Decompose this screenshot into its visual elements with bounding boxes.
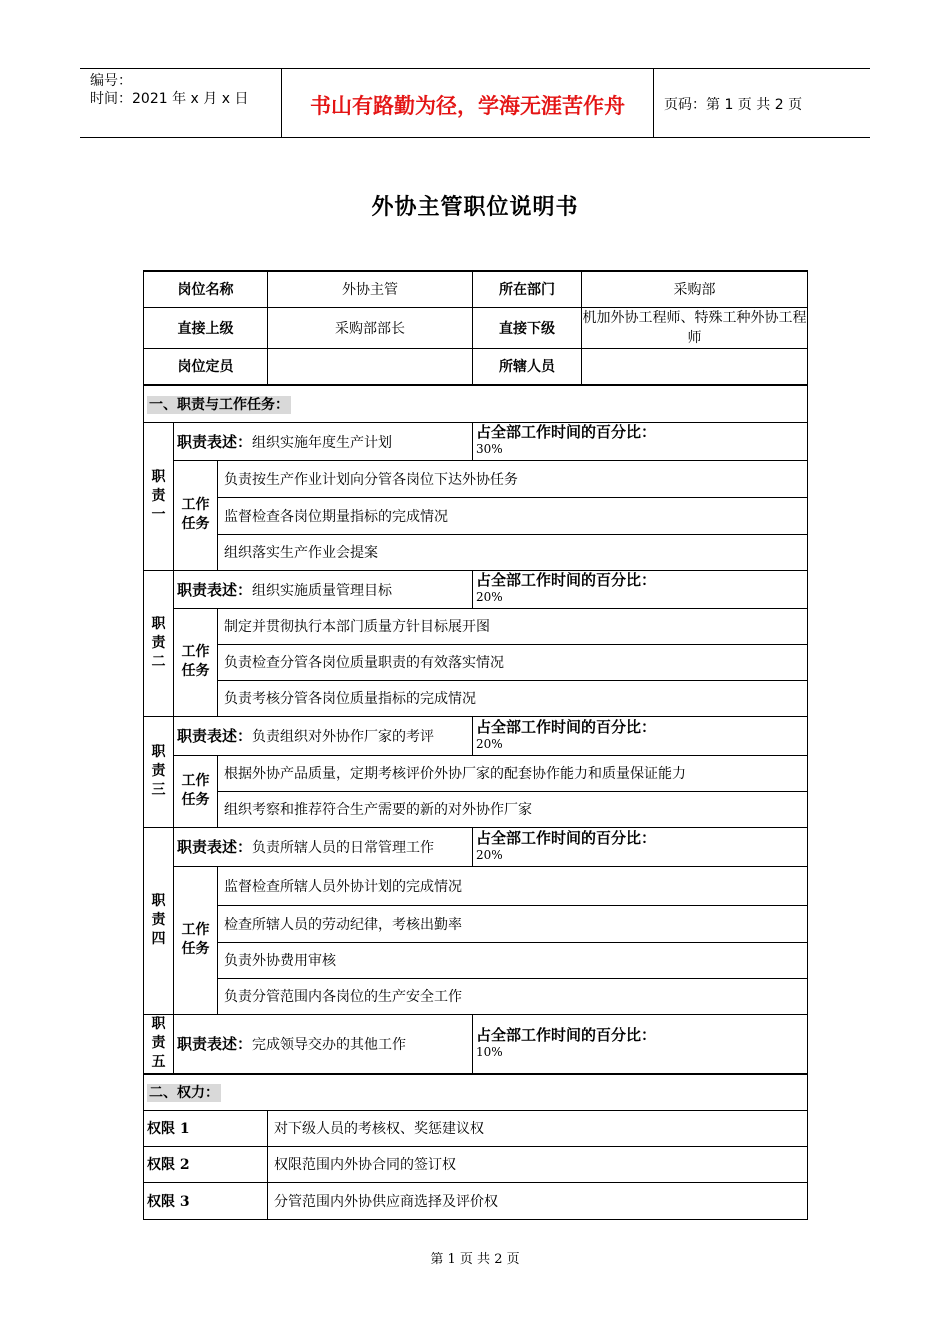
- position-name-value: 外协主管: [268, 271, 473, 307]
- duty-3-header: 职 责 三: [144, 716, 174, 827]
- section-authority-title: 二、权力：: [144, 1074, 808, 1110]
- duty-2-task-1: 制定并贯彻执行本部门质量方针目标展开图: [218, 608, 808, 644]
- duty-3-task-2: 组织考察和推荐符合生产需要的新的对外协作厂家: [218, 791, 808, 827]
- managed-staff-label: 所辖人员: [473, 348, 582, 385]
- superior-value: 采购部部长: [268, 307, 473, 348]
- document-title: 外协主管职位说明书: [371, 195, 579, 220]
- info-row: [144, 307, 808, 348]
- duty-2-statement: 职责表述：组织实施质量管理目标: [174, 570, 473, 608]
- duty-4-percentage: 占全部工作时间的百分比： 20%: [473, 827, 808, 866]
- duty-4-task-label: 工作 任务: [174, 866, 218, 1014]
- duty-4-task-3: 负责外协费用审核: [218, 942, 808, 978]
- job-description-table: [143, 270, 808, 1220]
- task-row: [144, 644, 808, 680]
- department-value: 采购部: [582, 271, 808, 307]
- task-row: [144, 978, 808, 1014]
- task-row: [144, 497, 808, 534]
- duty-5-header: 职 责 五: [144, 1014, 174, 1074]
- duty-4-task-1: 监督检查所辖人员外协计划的完成情况: [218, 866, 808, 905]
- duty-1-task-3: 组织落实生产作业会提案: [218, 534, 808, 570]
- authority-row: [144, 1146, 808, 1182]
- info-row: [144, 271, 808, 307]
- duty-1-task-label: 工作 任务: [174, 460, 218, 570]
- duty-3-statement: 职责表述：负责组织对外协作厂家的考评: [174, 716, 473, 755]
- duty-1-header: 职 责 一: [144, 422, 174, 570]
- duty-row: [144, 1014, 808, 1074]
- duty-row: [144, 570, 808, 608]
- section-duties-title: 一、职责与工作任务：: [144, 385, 808, 422]
- duty-2-percentage: 占全部工作时间的百分比： 20%: [473, 570, 808, 608]
- duty-2-header: 职 责 二: [144, 570, 174, 716]
- header-meta: [80, 69, 282, 137]
- duty-2-task-2: 负责检查分管各岗位质量职责的有效落实情况: [218, 644, 808, 680]
- headcount-label: 岗位定员: [144, 348, 268, 385]
- task-row: [144, 905, 808, 942]
- duty-1-percentage: 占全部工作时间的百分比： 30%: [473, 422, 808, 460]
- info-row: [144, 348, 808, 385]
- duty-4-task-4: 负责分管范围内各岗位的生产安全工作: [218, 978, 808, 1014]
- task-row: [144, 755, 808, 791]
- doc-number-label: 编号：: [90, 73, 132, 89]
- headcount-value: [268, 348, 473, 385]
- doc-time-label: 时间：2021 年 x 月 x 日: [90, 91, 249, 107]
- duty-3-task-label: 工作 任务: [174, 755, 218, 827]
- duty-5-percentage: 占全部工作时间的百分比： 10%: [473, 1014, 808, 1074]
- duty-4-statement: 职责表述：负责所辖人员的日常管理工作: [174, 827, 473, 866]
- authority-1-label: 权限 1: [144, 1110, 268, 1146]
- page-header: [80, 68, 870, 138]
- authority-3-label: 权限 3: [144, 1182, 268, 1219]
- superior-label: 直接上级: [144, 307, 268, 348]
- duty-row: [144, 422, 808, 460]
- duty-2-task-label: 工作 任务: [174, 608, 218, 716]
- header-motto: 书山有路勤为径，学海无涯苦作舟: [282, 69, 654, 137]
- position-name-label: 岗位名称: [144, 271, 268, 307]
- duty-row: [144, 827, 808, 866]
- duty-1-task-2: 监督检查各岗位期量指标的完成情况: [218, 497, 808, 534]
- authority-2-label: 权限 2: [144, 1146, 268, 1182]
- duty-3-task-1: 根据外协产品质量，定期考核评价外协厂家的配套协作能力和质量保证能力: [218, 755, 808, 791]
- authority-row: [144, 1182, 808, 1219]
- authority-row: [144, 1110, 808, 1146]
- task-row: [144, 942, 808, 978]
- task-row: [144, 460, 808, 497]
- subordinate-value: 机加外协工程师、特殊工种外协工程师: [582, 307, 808, 348]
- page-footer: 第 1 页 共 2 页: [430, 1252, 520, 1267]
- subordinate-label: 直接下级: [473, 307, 582, 348]
- task-row: [144, 791, 808, 827]
- duty-4-header: 职 责 四: [144, 827, 174, 1014]
- department-label: 所在部门: [473, 271, 582, 307]
- section-header-row: [144, 1074, 808, 1110]
- duty-row: [144, 716, 808, 755]
- duty-2-task-3: 负责考核分管各岗位质量指标的完成情况: [218, 680, 808, 716]
- task-row: [144, 608, 808, 644]
- authority-1-text: 对下级人员的考核权、奖惩建议权: [268, 1110, 808, 1146]
- header-page-number: 页码：第 1 页 共 2 页: [664, 97, 803, 113]
- task-row: [144, 680, 808, 716]
- task-row: [144, 534, 808, 570]
- duty-1-task-1: 负责按生产作业计划向分管各岗位下达外协任务: [218, 460, 808, 497]
- section-header-row: [144, 385, 808, 422]
- duty-1-statement: 职责表述：组织实施年度生产计划: [174, 422, 473, 460]
- managed-staff-value: [582, 348, 808, 385]
- task-row: [144, 866, 808, 905]
- authority-3-text: 分管范围内外协供应商选择及评价权: [268, 1182, 808, 1219]
- duty-3-percentage: 占全部工作时间的百分比： 20%: [473, 716, 808, 755]
- authority-2-text: 权限范围内外协合同的签订权: [268, 1146, 808, 1182]
- duty-5-statement: 职责表述：完成领导交办的其他工作: [174, 1014, 473, 1074]
- duty-4-task-2: 检查所辖人员的劳动纪律，考核出勤率: [218, 905, 808, 942]
